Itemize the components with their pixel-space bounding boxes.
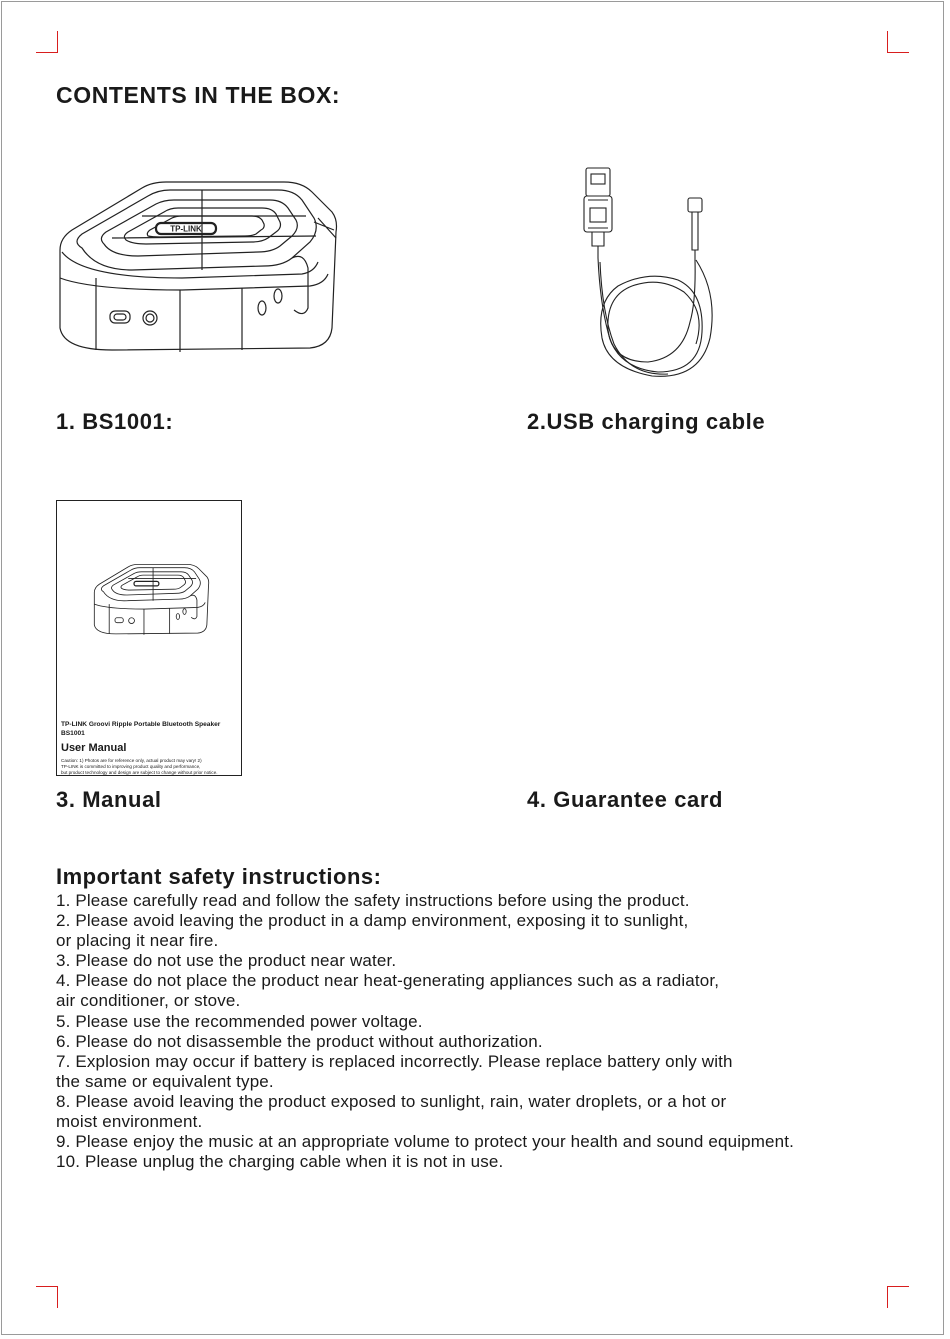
manual-caution xyxy=(61,758,218,775)
manual-model: BS1001 xyxy=(61,730,85,737)
crop-mark-bottom-right xyxy=(887,1286,909,1308)
manual-speaker-illustration xyxy=(91,561,211,641)
speaker-illustration xyxy=(52,178,342,363)
item-speaker-label: 1. BS1001: xyxy=(56,409,174,434)
safety-line: 10. Please unplug the charging cable when it is not in use. xyxy=(56,1152,504,1172)
safety-line: 8. Please avoid leaving the product exposed to sunlight, rain, water droplets, or a hot or xyxy=(56,1091,727,1111)
usb-cable-illustration xyxy=(578,162,728,392)
item-guarantee-card-label: 4. Guarantee card xyxy=(527,787,724,812)
crop-mark-top-left xyxy=(36,31,58,53)
crop-mark-bottom-left xyxy=(36,1286,58,1308)
safety-line: 4. Please do not place the product near heat-generating appliances such as a radiator, xyxy=(56,971,720,991)
item-manual-label: 3. Manual xyxy=(56,787,162,812)
safety-title: Important safety instructions: xyxy=(56,864,382,889)
svg-text:TP-LINK: TP-LINK xyxy=(170,224,202,234)
manual-title: User Manual xyxy=(61,742,127,754)
manual-caution-line: but product technology and design are subject to change without prior notice. xyxy=(61,769,218,775)
contents-heading: CONTENTS IN THE BOX: xyxy=(56,82,341,108)
safety-line: 6. Please do not disassemble the product without authorization. xyxy=(56,1031,543,1051)
manual-caution-line: TP-LINK is committed to improving product quality and performance, xyxy=(61,763,201,769)
manual-cover xyxy=(56,500,242,776)
crop-mark-top-right xyxy=(887,31,909,53)
manual-product-name: TP-LINK Groovi Ripple Portable Bluetooth Speaker xyxy=(61,721,221,728)
safety-line: 5. Please use the recommended power voltage. xyxy=(56,1011,423,1031)
safety-line: 2. Please avoid leaving the product in a damp environment, exposing it to sunlight, xyxy=(56,911,689,931)
safety-instructions-list xyxy=(56,891,916,1172)
manual-caution-line: Caution: 1) Photos are for reference only, actual product may vary! 2) xyxy=(61,758,202,763)
safety-line: 3. Please do not use the product near water. xyxy=(56,951,397,971)
item-usb-cable-label: 2.USB charging cable xyxy=(527,409,766,434)
safety-line: moist environment. xyxy=(56,1112,203,1132)
safety-line: 1. Please carefully read and follow the safety instructions before using the product. xyxy=(56,891,690,910)
safety-line: or placing it near fire. xyxy=(56,931,219,951)
safety-line: 9. Please enjoy the music at an appropriate volume to protect your health and sound equipment. xyxy=(56,1132,794,1152)
safety-line: the same or equivalent type. xyxy=(56,1071,274,1091)
safety-line: 7. Explosion may occur if battery is replaced incorrectly. Please replace battery only with xyxy=(56,1051,733,1071)
safety-line: air conditioner, or stove. xyxy=(56,991,241,1011)
